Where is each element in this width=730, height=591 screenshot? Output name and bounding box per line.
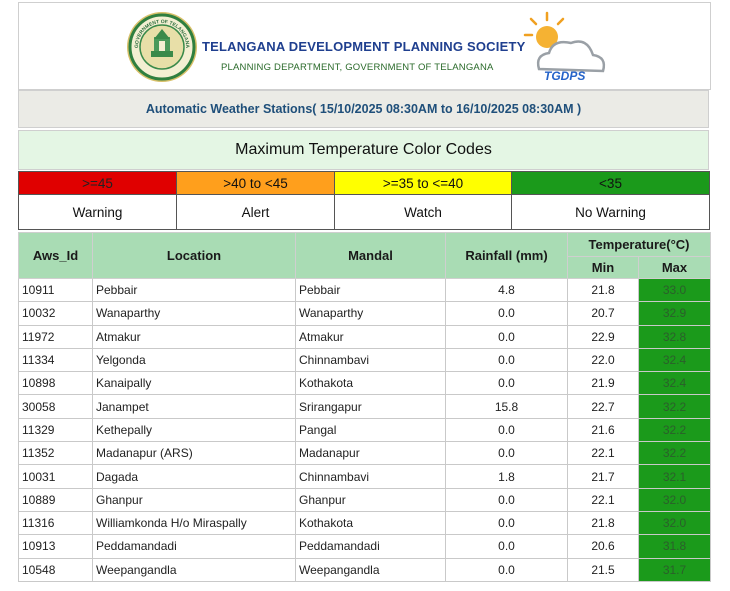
cell-max-temp: 32.0 (639, 488, 711, 511)
header-aws-id: Aws_Id (19, 233, 93, 279)
cell-max-temp: 32.1 (639, 465, 711, 488)
org-subtitle: PLANNING DEPARTMENT, GOVERNMENT OF TELANGANA (221, 62, 494, 73)
table-row (19, 488, 711, 511)
cell-aws-id: 10031 (19, 465, 93, 488)
cell-min-temp: 21.6 (568, 418, 639, 441)
cell-location: Weepangandla (93, 558, 296, 581)
cell-location: Wanaparthy (93, 302, 296, 325)
cell-mandal: Wanaparthy (296, 302, 446, 325)
cell-rainfall: 0.0 (446, 325, 568, 348)
table-row (19, 395, 711, 418)
cell-min-temp: 22.9 (568, 325, 639, 348)
cell-min-temp: 21.5 (568, 558, 639, 581)
header-min: Min (568, 257, 639, 279)
cell-min-temp: 21.7 (568, 465, 639, 488)
cell-aws-id: 10911 (19, 279, 93, 302)
cell-aws-id: 10548 (19, 558, 93, 581)
cell-rainfall: 0.0 (446, 442, 568, 465)
header-max: Max (639, 257, 711, 279)
header-rainfall: Rainfall (mm) (446, 233, 568, 279)
cell-max-temp: 32.2 (639, 395, 711, 418)
cell-rainfall: 0.0 (446, 418, 568, 441)
legend-label-alert: Alert (177, 195, 335, 230)
cell-rainfall: 0.0 (446, 372, 568, 395)
color-code-legend (18, 171, 710, 230)
cell-min-temp: 21.9 (568, 372, 639, 395)
cell-rainfall: 1.8 (446, 465, 568, 488)
cell-mandal: Chinnambavi (296, 348, 446, 371)
legend-range-no-warning: <35 (512, 172, 710, 195)
cell-max-temp: 32.8 (639, 325, 711, 348)
table-row (19, 348, 711, 371)
cell-location: Kethepally (93, 418, 296, 441)
table-row (19, 279, 711, 302)
cell-mandal: Ghanpur (296, 488, 446, 511)
cell-rainfall: 4.8 (446, 279, 568, 302)
legend-label-no-warning: No Warning (512, 195, 710, 230)
cell-rainfall: 0.0 (446, 558, 568, 581)
cell-mandal: Pangal (296, 418, 446, 441)
cell-aws-id: 10889 (19, 488, 93, 511)
cell-mandal: Srirangapur (296, 395, 446, 418)
cell-min-temp: 22.1 (568, 488, 639, 511)
cell-aws-id: 10032 (19, 302, 93, 325)
cell-rainfall: 15.8 (446, 395, 568, 418)
cell-location: Madanapur (ARS) (93, 442, 296, 465)
svg-text:GOVERNMENT OF TELANGANA: GOVERNMENT OF TELANGANA (133, 18, 191, 49)
cell-aws-id: 11972 (19, 325, 93, 348)
table-row (19, 465, 711, 488)
header-location: Location (93, 233, 296, 279)
cell-rainfall: 0.0 (446, 535, 568, 558)
telangana-seal-icon (126, 11, 198, 83)
weather-data-table (18, 232, 711, 582)
header-mandal: Mandal (296, 233, 446, 279)
cell-location: Atmakur (93, 325, 296, 348)
cell-max-temp: 32.4 (639, 372, 711, 395)
table-row (19, 418, 711, 441)
cell-min-temp: 22.1 (568, 442, 639, 465)
table-row (19, 372, 711, 395)
cell-mandal: Madanapur (296, 442, 446, 465)
cell-max-temp: 32.9 (639, 302, 711, 325)
tgdps-logo-text: TGDPS (544, 69, 586, 83)
cell-mandal: Atmakur (296, 325, 446, 348)
legend-label-watch: Watch (335, 195, 512, 230)
cell-rainfall: 0.0 (446, 348, 568, 371)
cell-max-temp: 32.4 (639, 348, 711, 371)
table-row (19, 558, 711, 581)
cell-aws-id: 10913 (19, 535, 93, 558)
cell-max-temp: 32.2 (639, 418, 711, 441)
cell-max-temp: 31.7 (639, 558, 711, 581)
table-row (19, 511, 711, 534)
legend-range-alert: >40 to <45 (177, 172, 335, 195)
cell-mandal: Pebbair (296, 279, 446, 302)
cell-min-temp: 22.7 (568, 395, 639, 418)
cell-max-temp: 33.0 (639, 279, 711, 302)
cell-aws-id: 11334 (19, 348, 93, 371)
cell-aws-id: 11352 (19, 442, 93, 465)
table-row (19, 442, 711, 465)
cell-min-temp: 20.6 (568, 535, 639, 558)
table-row (19, 535, 711, 558)
cell-rainfall: 0.0 (446, 511, 568, 534)
cell-mandal: Chinnambavi (296, 465, 446, 488)
cell-location: Ghanpur (93, 488, 296, 511)
cell-rainfall: 0.0 (446, 302, 568, 325)
cell-mandal: Peddamandadi (296, 535, 446, 558)
cell-aws-id: 10898 (19, 372, 93, 395)
cell-aws-id: 11316 (19, 511, 93, 534)
legend-range-warning: >=45 (19, 172, 177, 195)
page-frame (18, 0, 711, 591)
cell-location: Williamkonda H/o Miraspally (93, 511, 296, 534)
cell-min-temp: 20.7 (568, 302, 639, 325)
cell-mandal: Weepangandla (296, 558, 446, 581)
table-row (19, 302, 711, 325)
page-header (18, 2, 711, 90)
org-title: TELANGANA DEVELOPMENT PLANNING SOCIETY (202, 39, 526, 54)
cell-min-temp: 22.0 (568, 348, 639, 371)
cell-max-temp: 32.2 (639, 442, 711, 465)
cell-location: Pebbair (93, 279, 296, 302)
table-row (19, 325, 711, 348)
cell-location: Peddamandadi (93, 535, 296, 558)
cell-rainfall: 0.0 (446, 488, 568, 511)
aws-period-title: Automatic Weather Stations( 15/10/2025 08:30AM to 16/10/2025 08:30AM ) (18, 90, 709, 128)
cell-min-temp: 21.8 (568, 279, 639, 302)
header-temperature: Temperature(°C) (568, 233, 711, 257)
cell-location: Janampet (93, 395, 296, 418)
cell-aws-id: 11329 (19, 418, 93, 441)
cell-location: Kanaipally (93, 372, 296, 395)
cell-location: Yelgonda (93, 348, 296, 371)
cell-max-temp: 32.0 (639, 511, 711, 534)
cell-min-temp: 21.8 (568, 511, 639, 534)
cell-location: Dagada (93, 465, 296, 488)
cell-aws-id: 30058 (19, 395, 93, 418)
cell-max-temp: 31.8 (639, 535, 711, 558)
cell-mandal: Kothakota (296, 372, 446, 395)
cell-mandal: Kothakota (296, 511, 446, 534)
legend-range-watch: >=35 to <=40 (335, 172, 512, 195)
color-codes-title: Maximum Temperature Color Codes (18, 130, 709, 170)
legend-label-warning: Warning (19, 195, 177, 230)
